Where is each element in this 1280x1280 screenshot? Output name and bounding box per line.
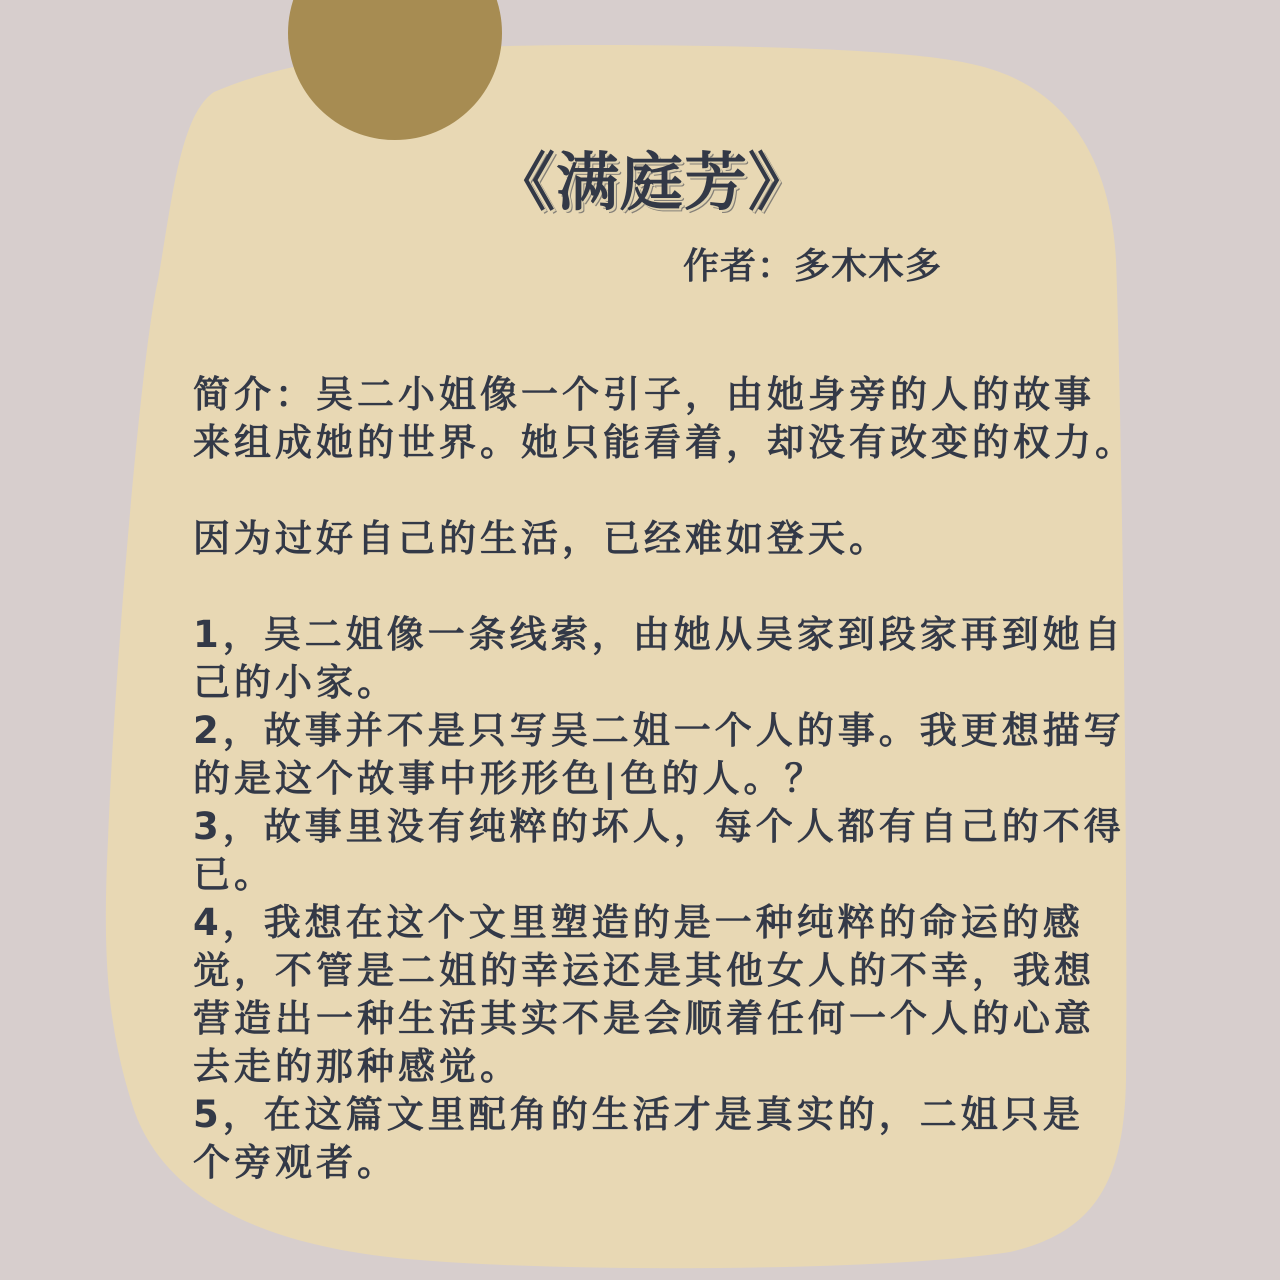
author-line: 作者：多木木多	[683, 246, 943, 287]
synopsis-line: 2，故事并不是只写吴二姐一个人的事。我更想描写	[193, 709, 1125, 752]
synopsis-line: 个旁观者。	[193, 1141, 398, 1184]
synopsis-line: 简介：吴二小姐像一个引子，由她身旁的人的故事	[193, 373, 1095, 416]
synopsis-line	[193, 467, 1143, 515]
synopsis-line: 去走的那种感觉。	[193, 1045, 521, 1088]
synopsis-line: 营造出一种生活其实不是会顺着任何一个人的心意	[193, 997, 1095, 1040]
synopsis-line: 3，故事里没有纯粹的坏人，每个人都有自己的不得	[193, 805, 1125, 848]
synopsis-line: 5，在这篇文里配角的生活才是真实的，二姐只是	[193, 1093, 1084, 1136]
synopsis-line: 因为过好自己的生活，已经难如登天。	[193, 517, 890, 560]
synopsis-line	[193, 563, 1143, 611]
synopsis-line: 觉，不管是二姐的幸运还是其他女人的不幸，我想	[193, 949, 1095, 992]
synopsis-line: 来组成她的世界。她只能看着，却没有改变的权力。	[193, 421, 1136, 464]
synopsis-line: 己的小家。	[193, 661, 398, 704]
book-title: 《满庭芳》	[492, 146, 812, 219]
synopsis-line: 的是这个故事中形形色|色的人。？	[193, 757, 826, 800]
synopsis-line: 已。	[193, 853, 275, 896]
synopsis-text	[193, 371, 1143, 1187]
synopsis-line: 4，我想在这个文里塑造的是一种纯粹的命运的感	[193, 901, 1084, 944]
synopsis-line: 1，吴二姐像一条线索，由她从吴家到段家再到她自	[193, 613, 1125, 656]
